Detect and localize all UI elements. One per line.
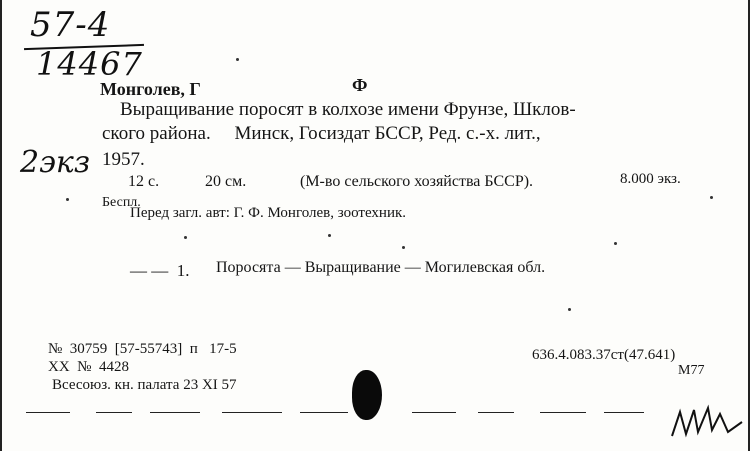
bottom-rule-2 [96,412,132,413]
cutter-mark: M77 [678,363,705,378]
pages: 12 с. [128,173,160,190]
bottom-rule-5 [300,412,348,413]
speck [236,58,239,61]
record-number-line: № 30759 [57-55743] п 17-5 [48,341,237,357]
margin-note-handwritten: 2экз [20,145,91,180]
classification-code: 636.4.083.37ст(47.641) [532,347,676,363]
publisher-note: (М-во сельского хозяйства БССР). [300,173,534,190]
bottom-rule-8 [540,412,586,413]
before-title-note: Перед загл. авт: Г. Ф. Монголев, зоотехник. [130,205,407,221]
speck [710,196,713,199]
author-heading: Монголев, Г [100,79,201,99]
bottom-rule-7 [478,412,514,413]
inventory-number-handwritten: 14467 [36,45,143,83]
bottom-rule-6 [412,412,456,413]
bottom-rule-4 [222,412,282,413]
speck [614,242,617,245]
ink-blot [352,370,382,420]
speck [568,308,571,311]
size: 20 см. [205,173,247,190]
bottom-rule-1 [26,412,70,413]
price: Беспл. [102,195,141,210]
letter-mark: Ф [352,75,368,95]
bottom-rule-9 [604,412,644,413]
year: 1957. [102,149,145,170]
copies: 8.000 экз. [620,171,681,187]
chamber-line: Всесоюз. кн. палата 23 XI 57 [52,377,237,393]
speck [184,236,187,239]
class-number-handwritten: 57-4 [30,5,111,45]
bottom-rule-3 [150,412,200,413]
title-line-2: ского района. Минск, Госиздат БССР, Ред. с.-х. лит., [102,123,541,144]
title-line-1: Выращивание поросят в колхозе имени Фрунзе, Шклов- [120,99,576,120]
speck [402,246,405,249]
record-xx-line: XX № 4428 [48,359,129,375]
speck [66,198,69,201]
subject-prefix: — — 1. [130,261,190,280]
subject-heading: Поросята — Выращивание — Могилевская обл. [216,259,546,276]
signature-scribble [668,402,748,442]
speck [328,234,331,237]
